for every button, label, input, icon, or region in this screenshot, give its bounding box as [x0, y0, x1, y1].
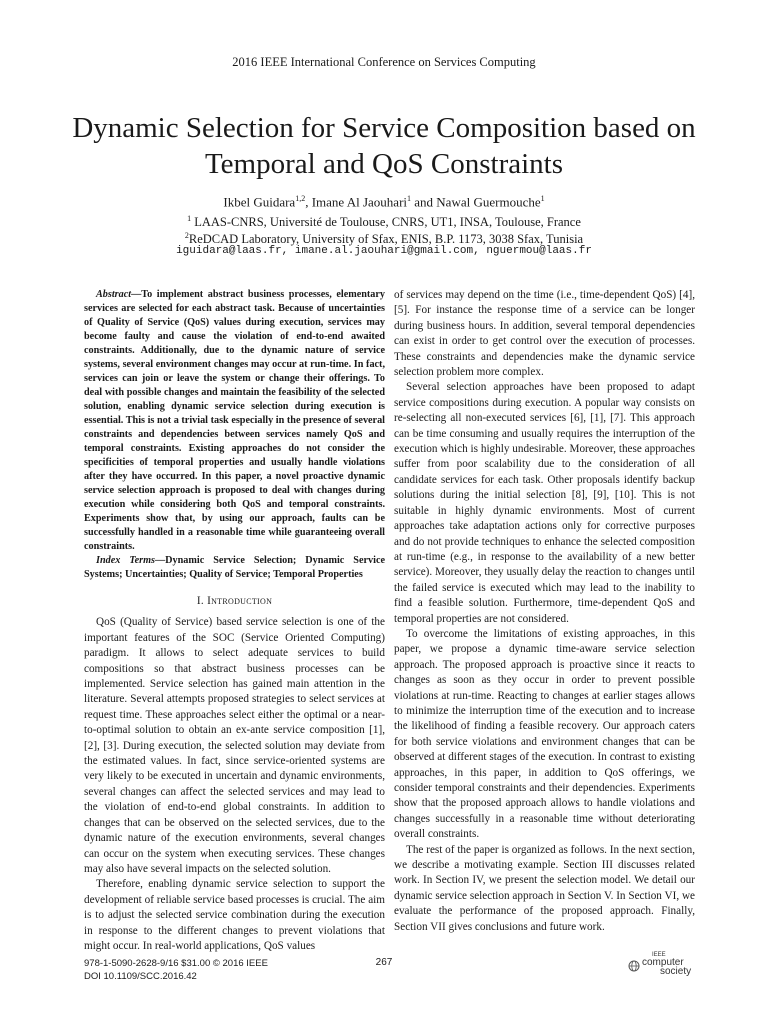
index-terms-lead: Index Terms: [96, 555, 155, 566]
footer-isbn: 978-1-5090-2628-9/16 $31.00 © 2016 IEEE: [84, 958, 268, 969]
ieee-computer-society-logo: [628, 952, 698, 982]
affiliation-text: ReDCAD Laboratory, University of Sfax, ENIS, B.P. 1173, 3038 Sfax, Tunisia: [188, 232, 584, 247]
abstract: [84, 288, 385, 554]
author-emails: iguidara@laas.fr, imane.al.jaouhari@gmail.com, nguermou@laas.fr: [176, 245, 592, 257]
affiliation-text: LAAS-CNRS, Université de Toulouse, CNRS, UT1, INSA, Toulouse, France: [191, 215, 581, 230]
paragraph: Therefore, enabling dynamic service selection to support the development of reliable service based processes is crucial. The aim is to adjust the selected service combination during the execution in response to the different changes to prevent violations that might occur. In real-world applications, QoS values: [84, 878, 385, 952]
author-line: [0, 190, 768, 211]
logo-society-text: society: [660, 966, 692, 977]
author-name: Imane Al Jaouhari: [311, 194, 408, 210]
paragraph: The rest of the paper is organized as follows. In the next section, we describe a motivating example. Section III discusses related work. In Section IV, we present the selection model. We detail our dynamic service selection approach in Section V. In Section VI, we evaluate the performance of the proposed approach. Finally, Section VII gives conclusions and future work.: [394, 843, 695, 933]
affiliation-sup: 1: [187, 214, 192, 223]
author-sup: 1: [407, 194, 412, 203]
author-name: Ikbel Guidara: [223, 194, 296, 210]
footer-doi: DOI 10.1109/SCC.2016.42: [84, 971, 197, 982]
paragraph: QoS (Quality of Service) based service selection is one of the important features of the SOC (Service Oriented Computing) paradigm. It allows to select adequate services to build compositions so that abstract business processes can be implemented. Service selection has gained main attention in the literature. Several attempts proposed strategies to select services at request time. These approaches select either the optimal or a near-to-optimal solution to obtain an ex-ante service composition [1], [2], [3]. During execution, the selected solution may deviate from the estimated values. In fact, since service-oriented systems are very likely to be executed in uncertain and dynamic environments, several changes can affect the selected services and may lead to the violation of end-to-end global constraints. In addition to changes that can be observed on the selected services, due to the dynamic nature of the execution environments, several changes can occur on the system when executing services. These changes may also have several impacts on the selected solution.: [84, 616, 385, 875]
section-number: I.: [196, 595, 208, 607]
author-name: Nawal Guermouche: [436, 194, 541, 210]
conference-header: 2016 IEEE International Conference on Services Computing: [232, 55, 536, 69]
abstract-text: —To implement abstract business processes, elementary services are selected for each abstract task. Because of uncertainties of Quality of Service (QoS) values during execution, services may become faulty and cause the violation of end-to-end awaited constraints. Additionally, due to the dynamic nature of service systems, several environment changes may occur at run-time. In fact, services can join or leave the system or change their offerings. To deal with possible changes and maintain the feasibility of the selected solution, enabling dynamic service selection during execution is essential. This is not a trivial task especially in the presence of several constraints and dependencies between services namely QoS and temporal constraints. Existing approaches do not consider the specificities of temporal properties and usually handle violations after they have occurred. In this paper, a novel proactive dynamic service selection approach is proposed to deal with changes during execution while considering both QoS and temporal constraints. Experiments show that, by using our approach, faults can be successfully handled in a reasonable time while guaranteeing overall constraints.: [84, 289, 385, 552]
author-separator: and: [411, 194, 437, 210]
paragraph: Several selection approaches have been proposed to adapt service compositions during execution. A popular way consists on re-selecting all non-executed services [6], [1], [7]. This approach can be time consuming and usually requires the interruption of the execution which is highly undesirable. Moreover, these approaches suffer from poor scalability due to the consideration of all candidate services for each task. Other proposals identify backup solutions during the initial selection [8], [9], [10]. This is not suitable in highly dynamic environments. Most of current approaches take adaptation actions only for corrective purposes and do not provide techniques to enhance the selected composition at run-time (e.g., in response to the availability of a new better service). Moreover, they usually delay the reaction to changes until the failed service is executed which may lead to the inability to find a feasible solution. Furthermore, time-dependent QoS and temporal properties are not considered.: [394, 381, 695, 625]
affiliation-sup: 2: [184, 231, 189, 240]
index-terms-text: —Dynamic Service Selection; Dynamic Service Systems; Uncertainties; Quality of Service; Temporal Properties: [84, 555, 385, 580]
paper-title: Dynamic Selection for Service Composition based on Temporal and QoS Constraints: [72, 112, 696, 180]
globe-icon: [628, 960, 640, 972]
logo-computer-text: computer: [642, 957, 684, 968]
abstract-lead: Abstract: [96, 289, 132, 300]
logo-ieee-text: IEEE: [652, 952, 666, 958]
left-column: [84, 288, 385, 954]
author-separator: ,: [305, 194, 312, 210]
author-sup: 1: [540, 194, 545, 203]
index-terms: [84, 554, 385, 582]
right-column: [394, 288, 695, 935]
section-heading: [84, 594, 385, 609]
paragraph: of services may depend on the time (i.e., time-dependent QoS) [4], [5]. For instance the response time of a service can be longer during business hours. In addition, several temporal dependencies can exist in order to get control over the execution of processes. These constraints and dependencies make the dynamic service selection problem more complex.: [394, 289, 695, 379]
paragraph: To overcome the limitations of existing approaches, in this paper, we propose a dynamic time-aware service selection approach. The proposed approach is proactive since it reacts to changes as soon as they occur in order to prevent possible violations at run-time. Reacting to changes at earlier stages allows to minimize the interruption time of the execution and to increase the likelihood of finding a feasible recovery. Our approach caters for both service violations and environment changes that can be observed at different stages of the execution. In contrast to existing approaches, in this paper, in addition to QoS offerings, we consider temporal constraints and their dependencies. Experiments show that the proposed approach allows to handle violations and changes successfully in a reasonable time without deteriorating overall constraints.: [394, 627, 695, 841]
section-title: Introduction: [207, 595, 273, 607]
page-number: 267: [375, 957, 393, 968]
author-sup: 1,2: [295, 194, 306, 203]
